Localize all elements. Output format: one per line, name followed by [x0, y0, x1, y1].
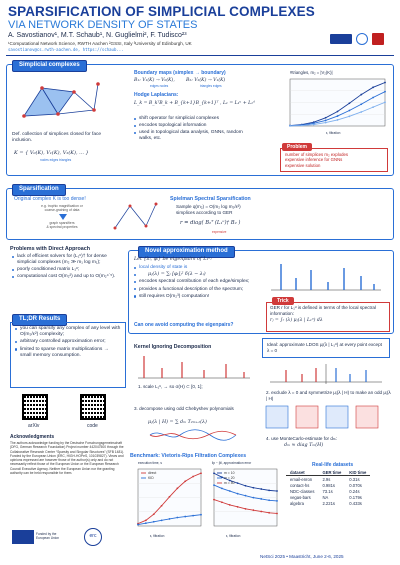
data-point	[229, 490, 231, 492]
table-cell: vegas-bars	[290, 494, 311, 500]
data-point	[145, 522, 147, 524]
matrix-diagram	[262, 402, 390, 432]
sparsification-arrow	[58, 211, 68, 221]
column-header: GER time	[318, 470, 345, 476]
novel-item: encodes spectral contribution of each edge/simplex;	[134, 279, 258, 285]
data-point	[268, 489, 270, 491]
data-point	[337, 111, 339, 113]
ack-text: The authors acknowledge funding by the Deutsche Forschungsgemeinschaft (DFG, German Research Foundation) Project number 442047500 through the Collaborative Research Center “Sparsity and Singular Structures” (SFB 1481). Funded by the European Union (ERC, HIGH-HOPeS, 101039827). Views and opinions expressed are however those of the author(s) only and do not necessarily reflect those of the European Union or the European Research Council Executive Agency. Neither the European Union nor the granting authority can be held responsible for them.	[10, 441, 125, 475]
tldr-box	[10, 322, 126, 388]
data-point	[268, 499, 270, 501]
data-point	[245, 485, 247, 487]
data-point	[384, 91, 386, 93]
hodge-eq: L_k = B_kᵀB_k + B_{k+1}B_{k+1}ᵀ , L₁ = L₁ᵘ + L₁ᵈ	[134, 101, 255, 106]
legend-label: direct	[148, 471, 157, 475]
problem-item: expensive solution	[285, 162, 321, 168]
novel-item: μⱼ(λ) = ∑ᵢ [φᵢ]ⱼ² δ(λ − λᵢ)	[134, 272, 258, 278]
data-point	[176, 517, 178, 519]
data-point	[192, 476, 194, 478]
data-point	[153, 521, 155, 523]
data-point	[252, 509, 254, 511]
trick-text: GER r for L₁ᵘ is defined in terms of the local spectral information:	[270, 305, 376, 316]
data-point	[237, 482, 239, 484]
table-cell: 2.221s	[322, 500, 336, 506]
bench-p2-xlabel: ε, filtration	[226, 534, 241, 538]
boundary-b2-sub: triangles edges	[200, 84, 222, 88]
data-point	[289, 125, 291, 127]
data-point	[213, 499, 215, 501]
eu-label: Funded by the European Union	[36, 532, 60, 540]
eu-flag-logo	[12, 530, 34, 544]
data-point	[337, 115, 339, 117]
novel-list	[134, 265, 258, 301]
table-row	[286, 488, 370, 494]
code-label: code	[87, 423, 98, 429]
data-point	[260, 511, 262, 513]
table-cell: NDC-classes	[290, 488, 315, 494]
tag: e.g. trophic magnification or	[41, 204, 83, 208]
novel-item: still requires O(m₂³) computation!	[134, 294, 258, 300]
bench-p1-xlabel: ε, filtration	[150, 534, 165, 538]
novel-item: provides a functional description of the spectrum;	[134, 287, 258, 293]
benchmark-time-plot	[132, 466, 204, 532]
data-point	[229, 504, 231, 506]
kid-step1-plot	[134, 352, 254, 382]
authors: A. Savostianov¹, M.T. Schaub¹, N. Guglielmi², F. Tudisco²³	[8, 32, 187, 39]
ldos-spike-plot	[266, 256, 386, 296]
data-point	[169, 518, 171, 520]
table-row	[286, 482, 370, 488]
data-point	[213, 484, 215, 486]
erc-logo	[84, 528, 102, 546]
data-point	[372, 106, 374, 108]
arxiv-label: arXiv	[28, 423, 40, 429]
data-point	[184, 516, 186, 518]
data-point	[360, 111, 362, 113]
triangles-plot-title: #triangles, m₂ = |V₂(K)|	[290, 70, 333, 75]
realdata-head: Real-life datasets	[312, 462, 354, 468]
table-cell: 0.31s	[349, 476, 360, 482]
simplicial-def: Def. collection of simplices closed for face inclusion.	[12, 132, 102, 143]
data-point	[161, 519, 163, 521]
kid-step2-plot	[266, 362, 386, 386]
simplicial-bullet: shift operator for simplicial complexes	[134, 116, 254, 122]
data-point	[161, 505, 163, 507]
data-point	[137, 524, 139, 526]
data-point	[325, 120, 327, 122]
spielman-eq: r = diag( B₂ᵀ (L₁ᵘ)† B₂ )	[180, 220, 241, 226]
spielman-t1: Sample q(m₂) = O(m₂ log m₂/ε²)	[176, 204, 241, 209]
data-point	[145, 519, 147, 521]
table-cell: NA	[322, 494, 329, 500]
data-point	[360, 94, 362, 96]
boundary-title: Boundary maps (simplex → boundary)	[134, 70, 226, 76]
data-point	[360, 103, 362, 105]
simplicial-bullet: used in topological data analysis, GNNs, random walks, etc.	[134, 130, 254, 142]
novel-let: Let {λᵢ, φᵢ} be eigenpairs of L₁ᵘ:	[134, 257, 212, 262]
column-header: KID time	[345, 470, 370, 476]
novel-head: Novel approximation method	[138, 246, 235, 258]
data-point	[260, 498, 262, 500]
gssi-logo	[356, 33, 368, 45]
kid-head: Kernel Ignoring Decomposition	[134, 344, 212, 350]
data-point	[348, 102, 350, 104]
problem-item: poorly conditioned matrix L₁ᵘ;	[12, 267, 122, 273]
rwth-logo	[330, 34, 352, 44]
tag: coarse-graining of data	[44, 208, 80, 213]
data-point	[348, 115, 350, 117]
data-point	[325, 122, 327, 124]
bench-p2-title: ‖p − p̂‖, approximation error	[212, 461, 252, 465]
problems-head: Problems with Direct Approach	[10, 246, 91, 252]
problems-list	[12, 254, 122, 282]
tag: graph sparsifiers	[49, 220, 75, 225]
data-point	[245, 508, 247, 510]
table-cell: 0.179s	[349, 494, 362, 500]
legend-label: m = 50	[224, 481, 235, 485]
novel-item	[134, 265, 258, 271]
problem-item: lack of efficient solvers for (L₁ᵘ)† for dense simplicial complexes (m₂ ≫ m₁ log m₁);	[12, 254, 122, 266]
kid-step1: 1. scale L₁ᵘ, → so σ(H) ⊂ [0, 1];	[138, 384, 203, 389]
problem-box	[280, 148, 388, 172]
kid-step2: 2. exclude λ = 0 and symmetrize μⱼ(λ | H) to make an odd μⱼ(λ | H)	[266, 390, 391, 401]
data-point	[384, 82, 386, 84]
data-point	[153, 513, 155, 515]
erc-logo-text: erc	[89, 533, 97, 539]
novel-item-text: local density of state is	[139, 265, 188, 270]
data-point	[276, 500, 278, 502]
boundary-b2: B₂: V₂(K) → V₁(K)	[186, 78, 226, 83]
data-point	[301, 125, 303, 127]
complex-illustration	[14, 76, 104, 126]
spielman-t2: simplices according to GER	[176, 210, 233, 215]
data-point	[200, 514, 202, 516]
data-point	[252, 497, 254, 499]
simplicial-head: Simplicial complexes	[12, 60, 87, 72]
data-point	[372, 86, 374, 88]
table-cell: email-enron	[290, 476, 313, 482]
data-point	[200, 472, 202, 474]
kid-cheb: μⱼ(λ | H) = ∑ dₘ T₂ₘ₊₁(λ)	[148, 420, 207, 425]
data-point	[384, 101, 386, 103]
data-point	[213, 472, 215, 474]
arxiv-qr-code[interactable]	[22, 394, 48, 420]
bench-p1-title: execution time, s	[138, 461, 162, 465]
tag: & spectral properties	[46, 224, 78, 229]
data-point	[260, 488, 262, 490]
data-point	[348, 110, 350, 112]
table-cell: algebra	[290, 500, 304, 506]
boundary-b1: B₁: V₁(K) → V₀(K),	[134, 78, 175, 83]
kid-idea	[262, 338, 390, 358]
header-rule	[6, 55, 394, 56]
boundary-b1-sub: edges nodes	[150, 84, 169, 88]
tldr-item: arbitrary controlled approximation error;	[15, 339, 121, 345]
trick-box	[266, 302, 390, 332]
complex-set-sub: nodes edges triangles	[40, 158, 72, 162]
problem-item: expensive inference for GNNs	[285, 157, 343, 163]
kid-step4: 4. use MonteCarlo-estimate for dₘ:	[266, 436, 338, 441]
table-cell: 0.981s	[322, 482, 336, 488]
table-cell: contact-hs	[290, 482, 310, 488]
data-point	[245, 495, 247, 497]
kid-idea-text: Ideal: approximate LDOS μⱼ(λ | L₁ᵘ) at every point except λ = 0	[267, 342, 382, 353]
triangles-plot	[284, 76, 388, 132]
data-point	[176, 487, 178, 489]
data-point	[237, 493, 239, 495]
kid-step4-eq: dₘ ≈ diag Tₘ(H)	[284, 443, 324, 448]
simplicial-bullets	[134, 116, 254, 144]
legend-label: KID	[148, 476, 154, 480]
code-qr-code[interactable]	[80, 394, 106, 420]
sparsification-head: Sparsification	[12, 184, 66, 196]
spielman-head: Spielman Spectral Sparsification	[170, 196, 251, 202]
legend-label: m = 20	[224, 476, 235, 480]
data-point	[192, 515, 194, 517]
column-header: dataset	[286, 470, 318, 476]
table-row	[286, 500, 370, 506]
novel-question: Can one avoid computing the eigenpairs?	[134, 322, 234, 328]
poster-title: SPARSIFICATION OF SIMPLICIAL COMPLEXES	[8, 4, 315, 19]
problem-head: Problem	[282, 143, 312, 151]
footer: NetSci 2025 • Maastricht, June 2-6, 2025	[260, 554, 344, 559]
poster-subtitle: VIA NETWORK DENSITY OF STATES	[8, 19, 198, 31]
sparsification-line1: Original complex K is too dense!	[14, 196, 86, 202]
table-cell: 2.9s	[322, 476, 331, 482]
benchmark-head: Benchmark: Vietoris-Rips Filtration Complexes	[130, 453, 247, 459]
tldr-item: limited to sparse matrix multiplications → small memory consumption.	[15, 347, 121, 359]
edinburgh-logo	[372, 33, 384, 45]
hodge-title: Hodge Laplacians:	[134, 92, 179, 98]
emails: savostianov@cs.rwth-aachen.de, https://schaub...	[8, 47, 124, 52]
data-point	[313, 124, 315, 126]
data-point	[268, 512, 270, 514]
data-point	[372, 97, 374, 99]
realdata-table	[286, 470, 370, 506]
data-point	[221, 501, 223, 503]
data-point	[221, 487, 223, 489]
table-cell: 0.070s	[349, 482, 362, 488]
table-header-row	[286, 470, 370, 476]
data-point	[237, 506, 239, 508]
problem-item: computational cost O(m₂²) and up to O(m₂⁴˙⁵).	[12, 274, 122, 280]
benchmark-error-plot	[208, 466, 280, 532]
tldr-head: TL;DR Results	[12, 314, 67, 326]
complex-set-eq: K = { V₀(K), V₁(K), V₂(K), ... }	[14, 150, 89, 156]
legend-label: m = 10	[224, 471, 235, 475]
sparse-illustration	[110, 198, 160, 234]
ack-head: Acknowledgments	[10, 434, 55, 440]
table-row	[286, 494, 370, 500]
table-cell: 73.1s	[322, 488, 333, 494]
triangles-plot-xlabel: ε, filtration	[326, 131, 341, 135]
simplicial-bullet: encodes topological information	[134, 123, 254, 129]
kid-step3: 3. decompose using odd Chebyshev polynomials	[134, 406, 234, 411]
chebyshev-plot	[148, 428, 238, 442]
problem-item: number of simplices m₂ explodes	[285, 152, 349, 157]
data-point	[325, 117, 327, 119]
data-point	[252, 487, 254, 489]
table-cell: 0.433s	[349, 500, 362, 506]
data-point	[337, 119, 339, 121]
trick-eq: rⱼ = ∫ᵣ (λ) μⱼ(λ | L₁ᵘ) dλ	[270, 318, 323, 324]
data-point	[276, 490, 278, 492]
table-row	[286, 476, 370, 483]
affiliations: ¹Computational Network Science, RWTH Aachen ²GSSI, Italy ³University of Edinburgh, UK	[8, 41, 192, 46]
table-cell: 0.24s	[349, 488, 360, 494]
data-point	[169, 496, 171, 498]
data-point	[276, 513, 278, 515]
trick-head: Trick	[272, 297, 294, 305]
data-point	[184, 480, 186, 482]
spielman-sub: expensive	[212, 230, 227, 234]
tldr-item: you can sparsify any complex of any level with O(m₂/ε²) complexity;	[15, 326, 121, 338]
